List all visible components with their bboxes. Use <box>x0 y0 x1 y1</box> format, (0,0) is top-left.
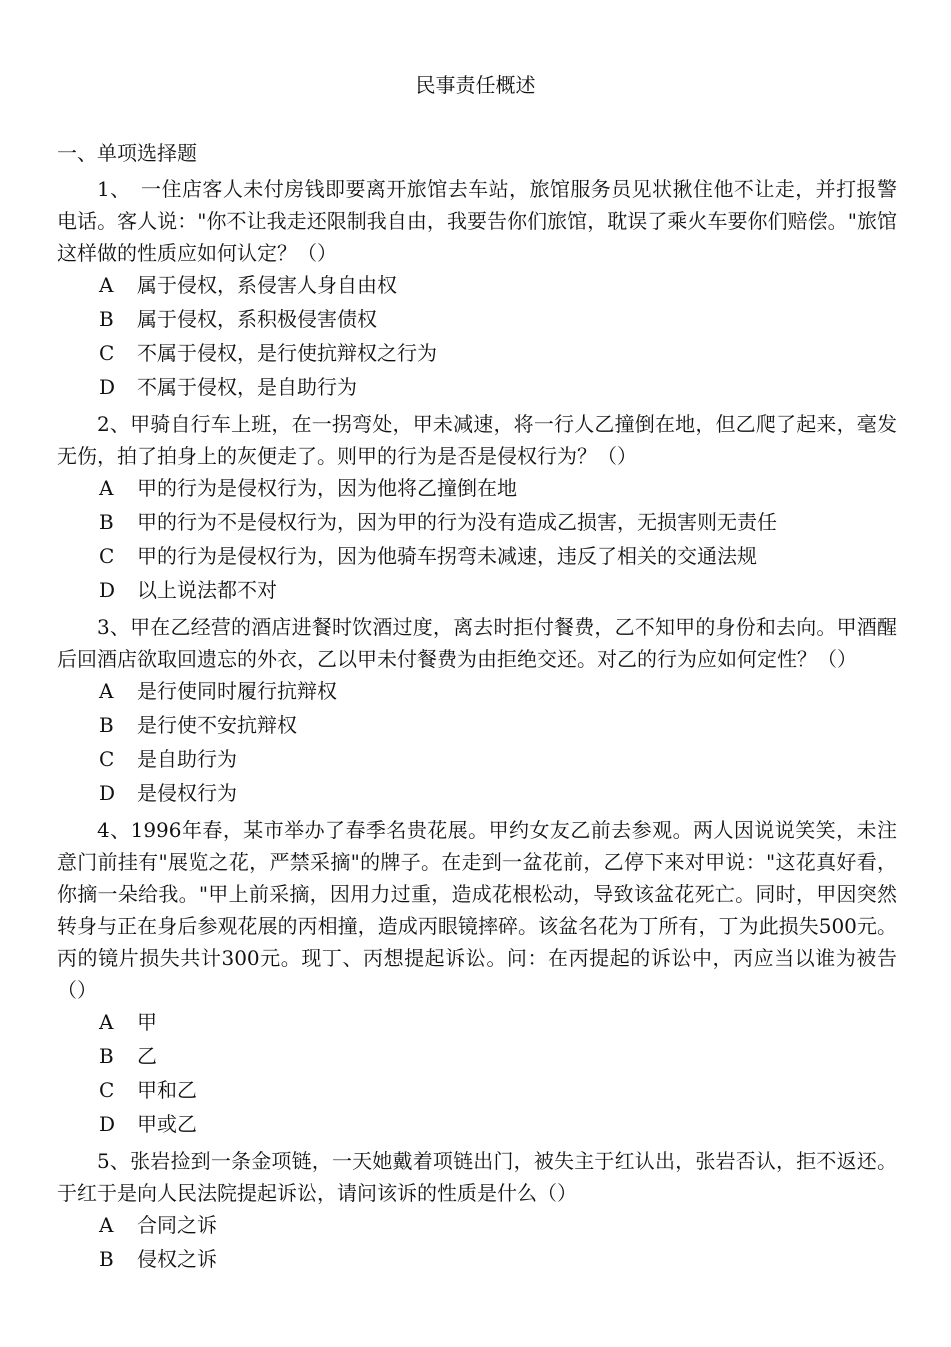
option-text: 甲 <box>137 1010 157 1034</box>
option-text: 甲和乙 <box>137 1078 197 1102</box>
question-text: 5、张岩捡到一条金项链，一天她戴着项链出门，被失主于红认出，张岩否认，拒不返还。于红于是向人民法院提起诉讼，请问该诉的性质是什么（） <box>57 1149 897 1205</box>
option-letter: A <box>99 476 114 500</box>
option-letter: A <box>99 679 114 703</box>
answer-option <box>99 712 897 738</box>
option-text: 是行使不安抗辩权 <box>137 713 297 737</box>
option-letter: D <box>99 781 116 805</box>
option-letter: B <box>99 1044 114 1068</box>
question-block <box>57 611 897 806</box>
answer-option <box>99 1077 897 1103</box>
option-letter: C <box>99 341 115 365</box>
option-letter: B <box>99 713 114 737</box>
option-text: 是行使同时履行抗辩权 <box>137 679 337 703</box>
question-text: 3、甲在乙经营的酒店进餐时饮酒过度，离去时拒付餐费，乙不知甲的身份和去向。甲酒醒后回酒店欲取回遗忘的外衣，乙以甲未付餐费为由拒绝交还。对乙的行为应如何定性？（） <box>57 615 897 671</box>
option-text: 甲的行为不是侵权行为，因为甲的行为没有造成乙损害，无损害则无责任 <box>137 510 777 534</box>
option-letter: B <box>99 510 114 534</box>
option-text: 是侵权行为 <box>137 781 237 805</box>
answer-option <box>99 272 897 298</box>
question-text: 2、甲骑自行车上班，在一拐弯处，甲未减速，将一行人乙撞倒在地，但乙爬了起来，毫发无伤，拍了拍身上的灰便走了。则甲的行为是否是侵权行为？（） <box>57 412 897 468</box>
option-text: 甲或乙 <box>137 1112 197 1136</box>
answer-option <box>99 475 897 501</box>
answer-option <box>99 1111 897 1137</box>
answer-option <box>99 374 897 400</box>
answer-option <box>99 577 897 603</box>
option-text: 属于侵权，系积极侵害债权 <box>137 307 377 331</box>
option-text: 以上说法都不对 <box>137 578 277 602</box>
question-block <box>57 173 897 400</box>
answer-option <box>99 1043 897 1069</box>
option-text: 合同之诉 <box>137 1213 217 1237</box>
question-block <box>57 814 897 1137</box>
question-list <box>57 173 897 1280</box>
section-heading: 一、单项选择题 <box>57 141 197 165</box>
answer-option <box>99 746 897 772</box>
answer-option <box>99 306 897 332</box>
question-block <box>57 408 897 603</box>
option-letter: C <box>99 1078 115 1102</box>
question-block <box>57 1145 897 1272</box>
option-letter: C <box>99 544 115 568</box>
page-title: 民事责任概述 <box>415 73 536 97</box>
option-text: 不属于侵权，是行使抗辩权之行为 <box>137 341 437 365</box>
option-letter: A <box>99 1010 114 1034</box>
option-letter: C <box>99 747 115 771</box>
answer-option <box>99 340 897 366</box>
answer-option <box>99 1246 897 1272</box>
option-letter: A <box>99 1213 114 1237</box>
answer-option <box>99 780 897 806</box>
option-letter: D <box>99 1112 116 1136</box>
option-letter: B <box>99 307 114 331</box>
answer-option <box>99 1212 897 1238</box>
option-text: 不属于侵权，是自助行为 <box>137 375 357 399</box>
answer-option <box>99 543 897 569</box>
answer-option <box>99 678 897 704</box>
option-text: 乙 <box>137 1044 157 1068</box>
answer-option <box>99 1009 897 1035</box>
answer-option <box>99 509 897 535</box>
option-letter: D <box>99 578 116 602</box>
question-text: 4、1996年春，某市举办了春季名贵花展。甲约女友乙前去参观。两人因说说笑笑，未注意门前挂有"展览之花，严禁采摘"的牌子。在走到一盆花前，乙停下来对甲说："这花真好看，你摘一朵给我。"甲上前采摘，因用力过重，造成花根松动，导致该盆花死亡。同时，甲因突然转身与正在身后参观花展的丙相撞，造成丙眼镜摔碎。该盆名花为丁所有，丁为此损失500元。丙的镜片损失共计300元。现丁、丙想提起诉讼。问：在丙提起的诉讼中，丙应当以谁为被告（） <box>57 818 897 1002</box>
option-letter: B <box>99 1247 114 1271</box>
option-text: 甲的行为是侵权行为，因为他骑车拐弯未减速，违反了相关的交通法规 <box>137 544 757 568</box>
option-text: 甲的行为是侵权行为，因为他将乙撞倒在地 <box>137 476 517 500</box>
option-text: 侵权之诉 <box>137 1247 217 1271</box>
option-letter: A <box>99 273 114 297</box>
option-letter: D <box>99 375 116 399</box>
question-text: 1、 一住店客人未付房钱即要离开旅馆去车站，旅馆服务员见状揪住他不让走，并打报警电话。客人说："你不让我走还限制我自由，我要告你们旅馆，耽误了乘火车要你们赔偿。"旅馆这样做的性质应如何认定？（） <box>57 177 897 265</box>
option-text: 属于侵权，系侵害人身自由权 <box>137 273 397 297</box>
option-text: 是自助行为 <box>137 747 237 771</box>
